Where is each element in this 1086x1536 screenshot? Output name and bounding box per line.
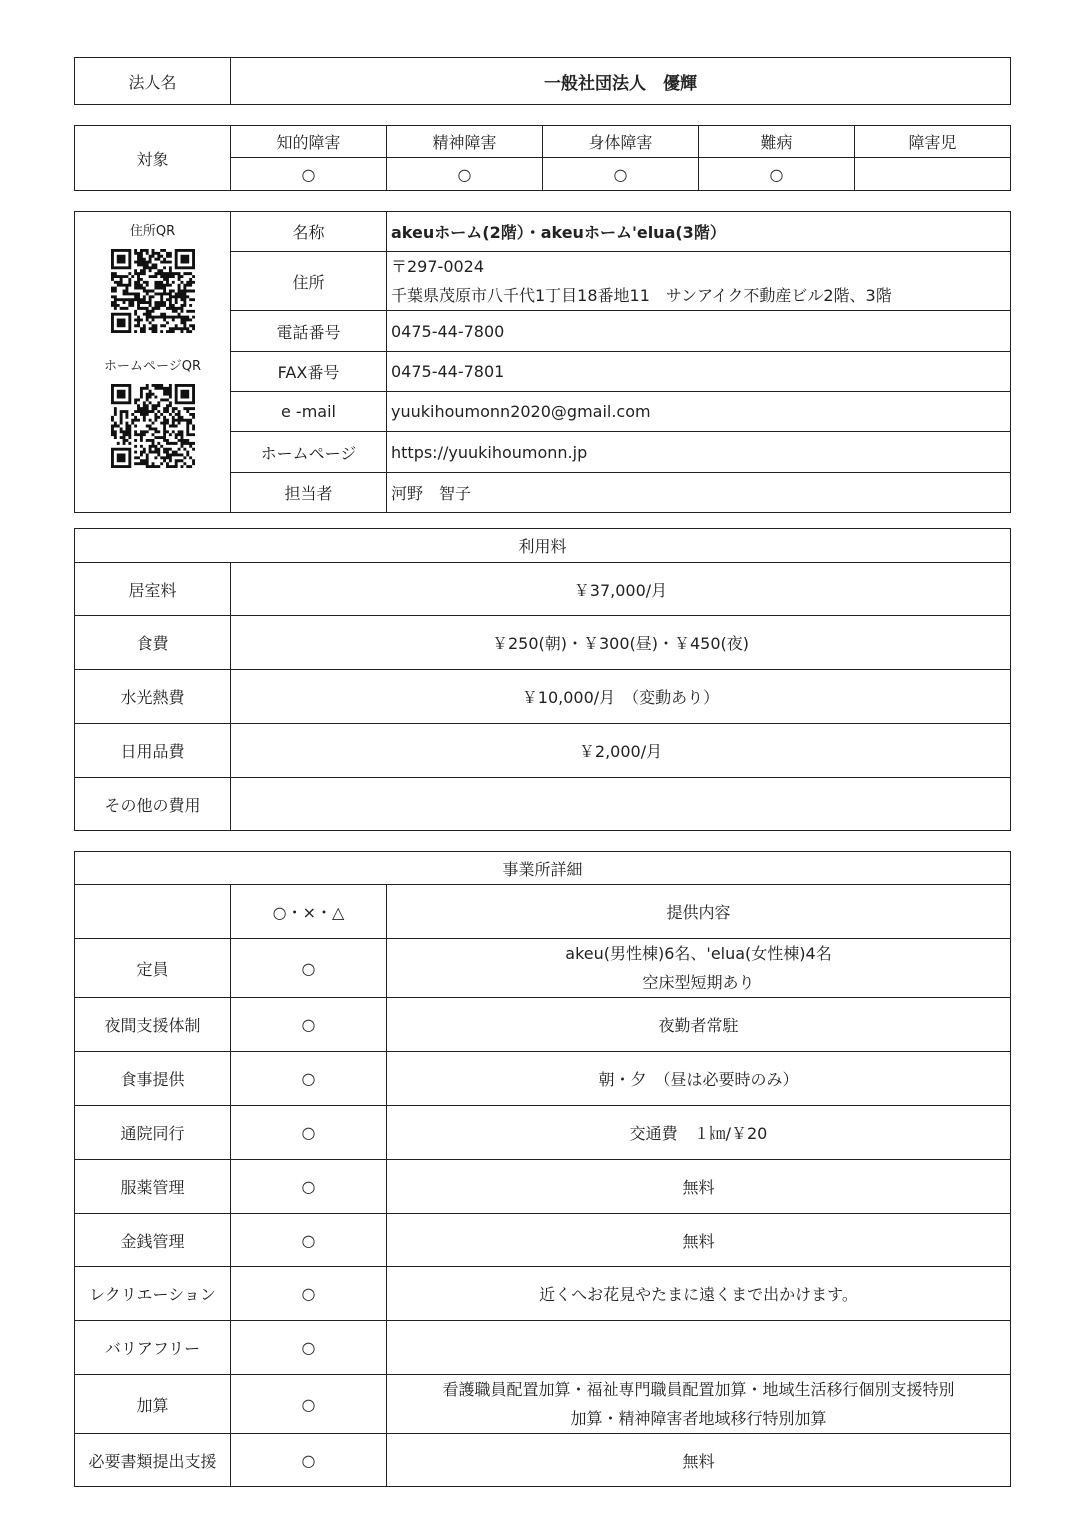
detail-value: 無料 (387, 1160, 1011, 1214)
target-table (74, 125, 1011, 191)
detail-label: 必要書類提出支援 (75, 1434, 231, 1487)
details-header-content: 提供内容 (387, 885, 1011, 939)
homepage-qr-label: ホームページQR (103, 359, 201, 374)
detail-label: 加算 (75, 1375, 231, 1434)
detail-mark: ○ (231, 939, 387, 998)
info-table (74, 211, 1011, 513)
target-mark: ○ (699, 158, 855, 191)
detail-mark: ○ (231, 1214, 387, 1267)
street-address: 千葉県茂原市八千代1丁目18番地11 サンアイク不動産ビル2階、3階 (391, 286, 892, 305)
detail-mark: ○ (231, 1160, 387, 1214)
target-category: 難病 (699, 126, 855, 158)
fee-value: ￥2,000/月 (231, 724, 1011, 778)
corp-name: 一般社団法人 優輝 (231, 58, 1011, 105)
homepage-link[interactable]: https://yuukihoumonn.jp (387, 432, 1011, 473)
homepage-qr-code[interactable] (111, 384, 195, 468)
detail-label: 夜間支援体制 (75, 998, 231, 1052)
detail-value (387, 1321, 1011, 1375)
contact-person-label: 担当者 (231, 473, 387, 513)
details-table (74, 851, 1011, 1487)
detail-label: 服薬管理 (75, 1160, 231, 1214)
fee-label: その他の費用 (75, 778, 231, 831)
detail-label: 定員 (75, 939, 231, 998)
detail-value: 無料 (387, 1214, 1011, 1267)
corp-label: 法人名 (75, 58, 231, 105)
name-value: akeuホーム(2階）・akeuホーム'elua(3階） (387, 212, 1011, 252)
email-value[interactable]: yuukihoumonn2020@gmail.com (387, 392, 1011, 432)
fee-value: ￥250(朝)・￥300(昼)・￥450(夜) (231, 616, 1011, 670)
fax-label: FAX番号 (231, 352, 387, 392)
phone-label: 電話番号 (231, 311, 387, 352)
detail-value: 夜勤者常駐 (387, 998, 1011, 1052)
detail-mark: ○ (231, 998, 387, 1052)
detail-value (387, 939, 1011, 998)
detail-mark: ○ (231, 1267, 387, 1321)
address-qr-label: 住所QR (129, 224, 176, 239)
detail-label: 食事提供 (75, 1052, 231, 1106)
detail-value-line: 看護職員配置加算・福祉専門職員配置加算・地域生活移行個別支援特別 (442, 1380, 955, 1399)
phone-value: 0475-44-7800 (387, 311, 1011, 352)
detail-value-line: 空床型短期あり (642, 973, 755, 992)
detail-mark: ○ (231, 1434, 387, 1487)
detail-value: 近くへお花見やたまに遠くまで出かけます。 (387, 1267, 1011, 1321)
fee-label: 日用品費 (75, 724, 231, 778)
detail-value (387, 1375, 1011, 1434)
target-category: 精神障害 (387, 126, 543, 158)
fee-label: 食費 (75, 616, 231, 670)
name-label: 名称 (231, 212, 387, 252)
qr-cell (75, 212, 231, 513)
fees-table (74, 528, 1011, 831)
detail-label: レクリエーション (75, 1267, 231, 1321)
details-header-mark: ○・×・△ (231, 885, 387, 939)
fax-value: 0475-44-7801 (387, 352, 1011, 392)
homepage-label: ホームページ (231, 432, 387, 473)
detail-value-line: akeu(男性棟)6名、'elua(女性棟)4名 (565, 944, 832, 963)
fee-label: 水光熱費 (75, 670, 231, 724)
target-label: 対象 (75, 126, 231, 191)
fees-title: 利用料 (75, 529, 1011, 563)
fee-value: ￥37,000/月 (231, 563, 1011, 616)
email-label: e -mail (231, 392, 387, 432)
address-value (387, 252, 1011, 311)
detail-mark: ○ (231, 1321, 387, 1375)
target-mark: ○ (543, 158, 699, 191)
address-label: 住所 (231, 252, 387, 311)
contact-person-value: 河野 智子 (387, 473, 1011, 513)
corp-table (74, 57, 1011, 105)
fee-value: ￥10,000/月 （変動あり） (231, 670, 1011, 724)
detail-label: 金銭管理 (75, 1214, 231, 1267)
detail-label: 通院同行 (75, 1106, 231, 1160)
detail-value: 朝・夕 （昼は必要時のみ） (387, 1052, 1011, 1106)
detail-value-line: 加算・精神障害者地域移行特別加算 (570, 1409, 827, 1428)
postal-code: 〒297-0024 (391, 257, 485, 276)
details-header-empty (75, 885, 231, 939)
fee-value (231, 778, 1011, 831)
detail-mark: ○ (231, 1106, 387, 1160)
address-qr-code[interactable] (111, 249, 195, 333)
target-mark: ○ (387, 158, 543, 191)
detail-value: 無料 (387, 1434, 1011, 1487)
target-category: 障害児 (855, 126, 1011, 158)
target-category: 知的障害 (231, 126, 387, 158)
detail-value: 交通費 １㎞/￥20 (387, 1106, 1011, 1160)
target-mark: ○ (231, 158, 387, 191)
fee-label: 居室料 (75, 563, 231, 616)
target-mark (855, 158, 1011, 191)
details-title: 事業所詳細 (75, 852, 1011, 885)
detail-mark: ○ (231, 1052, 387, 1106)
target-category: 身体障害 (543, 126, 699, 158)
detail-mark: ○ (231, 1375, 387, 1434)
detail-label: バリアフリー (75, 1321, 231, 1375)
